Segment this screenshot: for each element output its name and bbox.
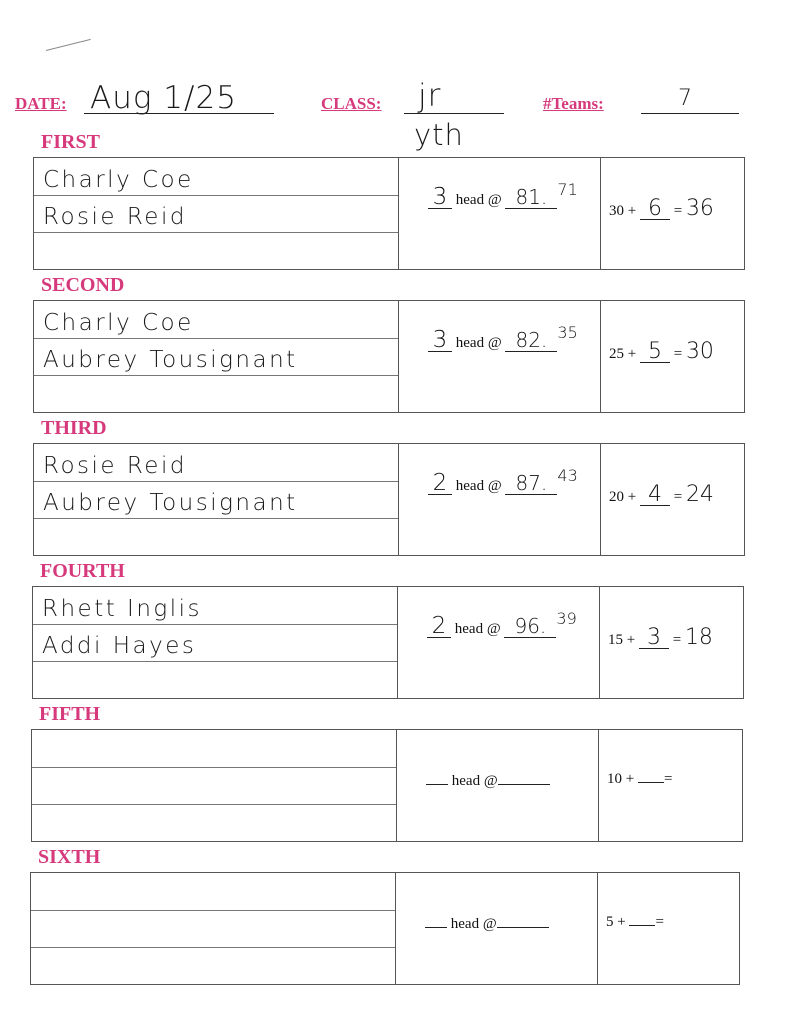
team-member-name: Aubrey Tousignant — [43, 347, 298, 373]
price-whole: 81. — [515, 185, 548, 209]
heads-count: 3 — [428, 186, 452, 209]
placing-row — [33, 157, 745, 270]
price-value — [505, 472, 557, 495]
price-blank-line — [498, 770, 550, 785]
section-title: FOURTH — [40, 560, 125, 582]
base-points: 20 — [609, 489, 624, 505]
head-at-label: head @ — [454, 621, 501, 637]
head-price-cell — [396, 730, 599, 841]
date-value: Aug 1/25 — [90, 80, 237, 116]
price-whole: 96. — [514, 614, 547, 638]
teams-value: 7 — [678, 86, 693, 111]
price-cents: 35 — [557, 323, 578, 342]
teams-underline — [641, 113, 739, 114]
date-underline — [84, 113, 274, 114]
team-names-cell — [33, 587, 398, 698]
placing-row — [33, 300, 745, 413]
bonus-blank-line — [638, 770, 664, 783]
team-member-name: Addi Hayes — [42, 633, 197, 659]
class-value-top: jr — [418, 78, 442, 114]
heads-blank-line — [426, 770, 448, 785]
head-at-label: head @ — [450, 916, 497, 932]
bonus-points: 3 — [639, 628, 669, 649]
head-price-cell — [398, 444, 601, 555]
placing-row — [33, 443, 745, 556]
equals-sign: = — [655, 914, 664, 930]
price-value — [504, 615, 556, 638]
price-cents: 71 — [557, 180, 578, 199]
heads-blank-line — [425, 913, 447, 928]
team-member-name: Charly Coe — [43, 167, 194, 193]
head-at-label: head @ — [455, 478, 502, 494]
head-price-cell — [398, 301, 601, 412]
team-member-name: Charly Coe — [43, 310, 194, 336]
bonus-points: 4 — [640, 485, 670, 506]
head-price-cell — [397, 587, 600, 698]
price-cents: 39 — [556, 609, 577, 628]
section-title: FIFTH — [39, 703, 101, 725]
base-points: 5 — [606, 914, 614, 930]
teams-label: #Teams: — [543, 94, 604, 113]
section-title: FIRST — [41, 131, 100, 153]
equals-sign: = — [673, 489, 683, 505]
head-price-cell — [398, 158, 601, 269]
team-names-cell — [34, 158, 399, 269]
bonus-blank-line — [629, 913, 655, 926]
class-label: CLASS: — [321, 94, 382, 113]
base-points: 10 — [607, 771, 622, 787]
bonus-points: 5 — [640, 342, 670, 363]
team-names-cell — [32, 730, 397, 841]
price-cents: 43 — [557, 466, 578, 485]
plus-sign: + — [625, 771, 635, 787]
heads-count: 2 — [428, 472, 452, 495]
equals-sign: = — [672, 632, 682, 648]
stray-pen-mark — [46, 39, 91, 51]
heads-count: 3 — [428, 329, 452, 352]
total-points: 24 — [685, 482, 714, 507]
price-value — [505, 186, 557, 209]
plus-sign: + — [627, 203, 637, 219]
points-cell — [600, 158, 744, 269]
team-names-cell — [34, 444, 399, 555]
plus-sign: + — [617, 914, 626, 930]
base-points: 15 — [608, 632, 623, 648]
points-cell — [597, 873, 739, 984]
plus-sign: + — [627, 346, 637, 362]
head-at-label: head @ — [455, 192, 502, 208]
plus-sign: + — [627, 489, 637, 505]
price-value — [505, 329, 557, 352]
section-title: THIRD — [41, 417, 107, 439]
bonus-points: 6 — [640, 199, 670, 220]
head-at-label: head @ — [455, 335, 502, 351]
team-names-cell — [34, 301, 399, 412]
points-cell — [598, 730, 742, 841]
section-title: SIXTH — [38, 846, 101, 868]
team-names-cell — [31, 873, 396, 984]
team-member-name: Rosie Reid — [43, 453, 187, 479]
total-points: 30 — [685, 339, 714, 364]
placing-row — [31, 729, 743, 842]
total-points: 18 — [684, 625, 713, 650]
head-at-label: head @ — [451, 773, 498, 789]
base-points: 30 — [609, 203, 624, 219]
placing-row — [30, 872, 740, 985]
price-blank-line — [497, 913, 549, 928]
price-whole: 82. — [515, 328, 548, 352]
equals-sign: = — [673, 203, 683, 219]
total-points: 36 — [685, 196, 714, 221]
section-title: SECOND — [41, 274, 125, 296]
price-whole: 87. — [515, 471, 548, 495]
plus-sign: + — [626, 632, 636, 648]
team-member-name: Rosie Reid — [43, 204, 187, 230]
points-cell — [600, 444, 744, 555]
heads-count: 2 — [427, 615, 451, 638]
team-member-name: Rhett Inglis — [42, 596, 202, 622]
equals-sign: = — [663, 771, 673, 787]
points-cell — [599, 587, 743, 698]
equals-sign: = — [673, 346, 683, 362]
base-points: 25 — [609, 346, 624, 362]
placing-row — [32, 586, 744, 699]
team-member-name: Aubrey Tousignant — [43, 490, 298, 516]
head-price-cell — [395, 873, 598, 984]
date-label: DATE: — [15, 94, 67, 113]
class-value-bottom: yth — [414, 118, 464, 152]
points-cell — [600, 301, 744, 412]
class-underline — [404, 113, 504, 114]
